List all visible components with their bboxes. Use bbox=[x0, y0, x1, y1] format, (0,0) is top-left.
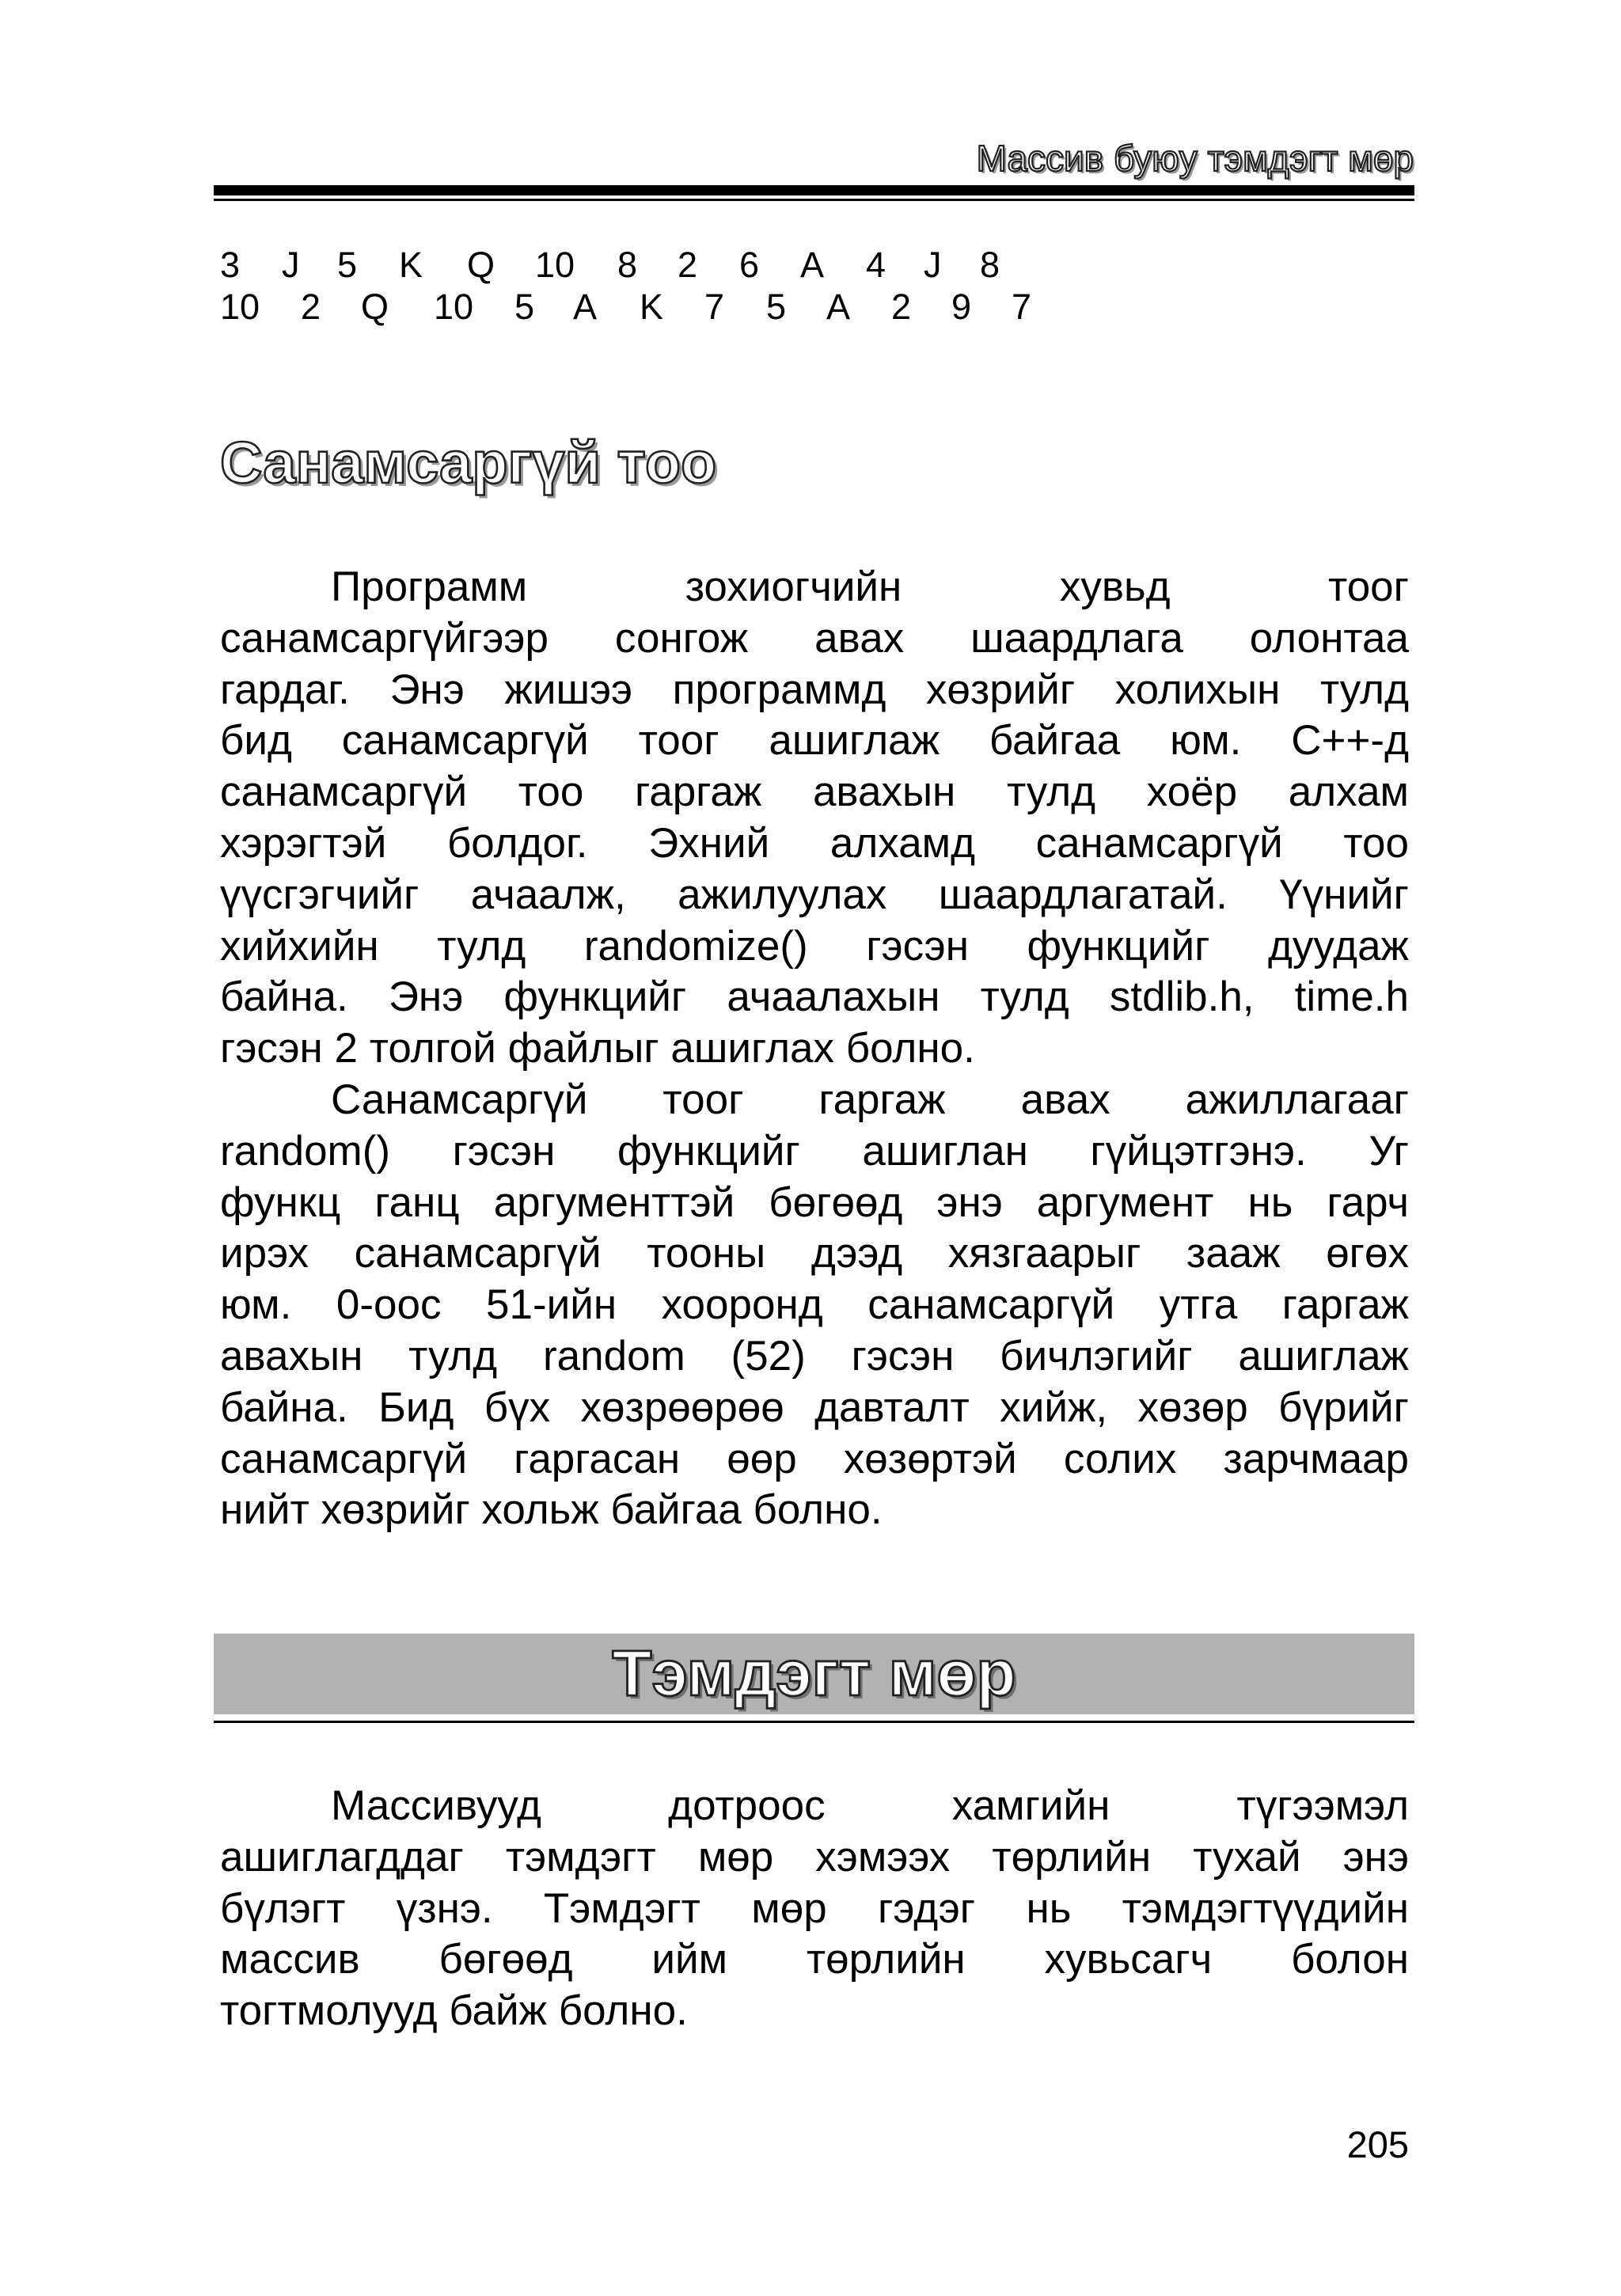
text-line: Программ зохиогчийн хувьд тоог bbox=[331, 564, 1409, 610]
card-value: A bbox=[826, 287, 851, 327]
card-value: 5 bbox=[766, 287, 787, 327]
text-line: нийт хөзрийг хольж байгаа болно. bbox=[220, 1486, 883, 1534]
card-value: 4 bbox=[866, 245, 886, 285]
text-line: массив бөгөөд ийм төрлийн хувьсагч болон bbox=[220, 1936, 1409, 1983]
text-line: Санамсаргүй тоог гаргаж авах ажиллагааг bbox=[331, 1076, 1409, 1123]
card-value: J bbox=[924, 245, 942, 285]
card-value: 7 bbox=[704, 287, 725, 327]
card-value: 8 bbox=[980, 245, 1000, 285]
card-value: 5 bbox=[514, 287, 535, 327]
card-value: 9 bbox=[951, 287, 972, 327]
header-rule-thick bbox=[214, 185, 1414, 195]
card-value: K bbox=[640, 287, 664, 327]
card-value: Q bbox=[467, 245, 495, 285]
text-line: хэрэгтэй болдог. Эхний алхамд санамсаргүй тоо bbox=[220, 819, 1409, 867]
text-line: гэсэн 2 толгой файлыг ашиглах болно. bbox=[220, 1025, 975, 1072]
card-value: K bbox=[399, 245, 423, 285]
text-line: үүсгэгчийг ачаалж, ажилуулах шаардлагатай. Үүнийг bbox=[220, 871, 1409, 918]
card-value: 7 bbox=[1012, 287, 1032, 327]
card-value: 5 bbox=[337, 245, 358, 285]
text-line: random() гэсэн функцийг ашиглан гүйцэтгэнэ. Уг bbox=[220, 1127, 1409, 1175]
text-line: тогтмолууд байж болно. bbox=[220, 1987, 688, 2035]
card-value: Q bbox=[361, 287, 389, 327]
card-value: 3 bbox=[220, 245, 241, 285]
card-value: 2 bbox=[301, 287, 321, 327]
chapter-paragraph bbox=[220, 1781, 1409, 2037]
section-paragraph-2 bbox=[220, 1075, 1409, 1536]
card-value: A bbox=[573, 287, 598, 327]
card-value: 8 bbox=[617, 245, 638, 285]
text-line: санамсаргүй гаргасан өөр хөзөртэй солих зарчмаар bbox=[220, 1435, 1409, 1482]
card-value: 10 bbox=[434, 287, 474, 327]
running-header-title: Массив буюу тэмдэгт мөр bbox=[976, 138, 1414, 179]
card-value: 10 bbox=[220, 287, 260, 327]
text-line: гардаг. Энэ жишээ программд хөзрийг холихын тулд bbox=[220, 666, 1409, 713]
text-line: юм. 0-оос 51-ийн хооронд санамсаргүй утга гаргаж bbox=[220, 1281, 1409, 1329]
card-value: 10 bbox=[535, 245, 575, 285]
text-line: бид санамсаргүй тоог ашиглаж байгаа юм. C++-д bbox=[220, 717, 1409, 765]
header-rule-thin bbox=[214, 199, 1414, 201]
chapter-heading: Тэмдэгт мөр bbox=[612, 1638, 1016, 1710]
chapter-rule bbox=[214, 1721, 1414, 1723]
text-line: ирэх санамсаргүй тооны дээд хязгаарыг зааж өгөх bbox=[220, 1230, 1409, 1277]
section-heading: Санамсаргүй тоо bbox=[220, 430, 717, 495]
card-value: 2 bbox=[891, 287, 912, 327]
text-line: авахын тулд random (52) гэсэн бичлэгийг ашиглаж bbox=[220, 1332, 1409, 1379]
text-line: санамсаргүй тоо гаргаж авахын тулд хоёр алхам bbox=[220, 768, 1409, 816]
card-value: J bbox=[282, 245, 300, 285]
section-paragraph-1 bbox=[220, 562, 1409, 1075]
page-number: 205 bbox=[1346, 2123, 1409, 2165]
text-line: байна. Бид бүх хөзрөөрөө давталт хийж, хөзөр бүрийг bbox=[220, 1383, 1409, 1431]
text-line: хийхийн тулд randomize() гэсэн функцийг дуудаж bbox=[220, 922, 1409, 970]
card-value: A bbox=[800, 245, 825, 285]
card-value: 6 bbox=[739, 245, 760, 285]
text-line: Массивууд дотроос хамгийн түгээмэл bbox=[331, 1782, 1409, 1829]
text-line: байна. Энэ функцийг ачаалахын тулд stdlib.h, time.h bbox=[220, 973, 1409, 1021]
text-line: ашиглагддаг тэмдэгт мөр хэмээх төрлийн тухай энэ bbox=[220, 1833, 1409, 1880]
text-line: бүлэгт үзнэ. Тэмдэгт мөр гэдэг нь тэмдэгтүүдийн bbox=[220, 1884, 1409, 1932]
text-line: санамсаргүйгээр сонгож авах шаардлага олонтаа bbox=[220, 614, 1409, 662]
text-line: функц ганц аргументтэй бөгөөд энэ аргумент нь гарч bbox=[220, 1178, 1409, 1226]
card-value: 2 bbox=[678, 245, 698, 285]
